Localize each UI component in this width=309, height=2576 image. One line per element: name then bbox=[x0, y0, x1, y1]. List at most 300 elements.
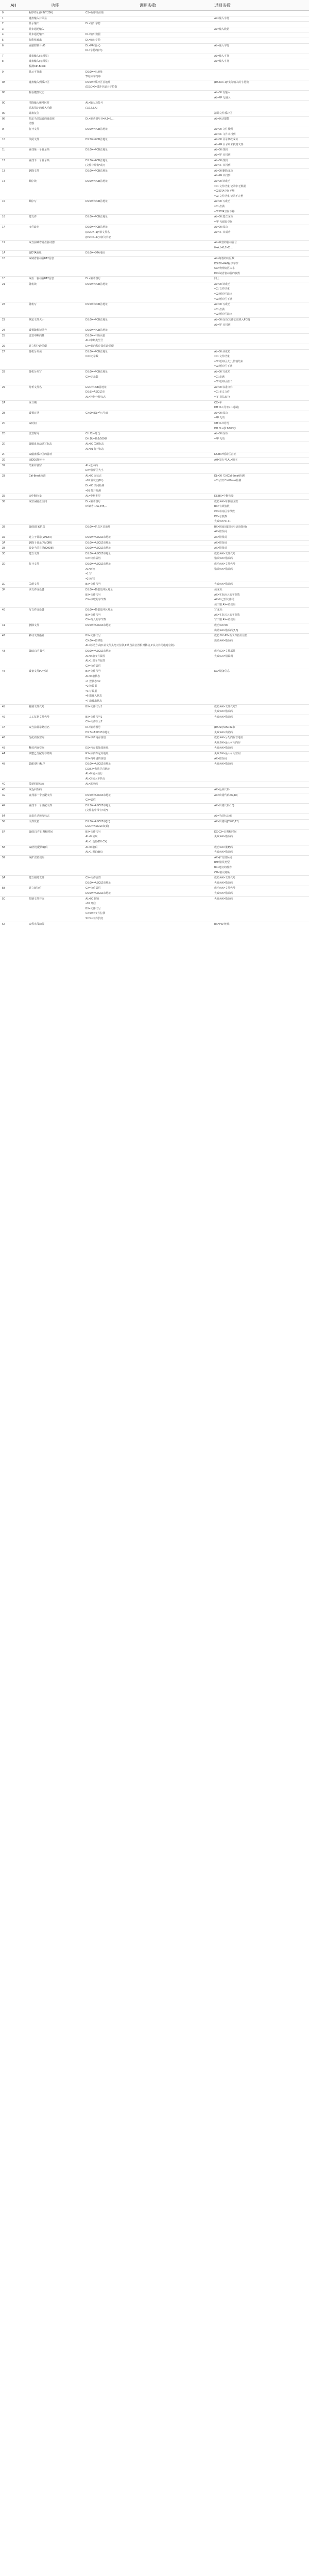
cell-input-params-line: DS:DX=ASCIIZ串(旧) bbox=[85, 820, 110, 823]
cell-input-params-line: AL=移动方式(0:从文件头绝对位移,1:从当前位置相对移动,2:从文件尾绝对位移) bbox=[85, 644, 175, 648]
cell-input-params-line: DS:DX=串地址 bbox=[85, 70, 103, 74]
cell-input-params-line: AL=1 置码(BX) bbox=[85, 851, 103, 854]
cell-ah-code: 45 bbox=[0, 704, 27, 715]
cell-input-params-line: BX=文件代号 bbox=[85, 583, 101, 586]
cell-function-line bbox=[29, 808, 81, 814]
cell-function-line: 分配内存空间 bbox=[29, 736, 45, 740]
cell-output-params-line: AL=输入字符 bbox=[214, 60, 230, 63]
cell-ah-code: 16 bbox=[0, 215, 27, 225]
cell-input-params bbox=[83, 38, 212, 43]
cell-function-line: 打开文件 bbox=[29, 128, 40, 131]
cell-output-params-line bbox=[214, 64, 307, 70]
cell-input-params-line: DL=驱动器号 bbox=[85, 500, 101, 503]
cell-ah-code: 3F bbox=[0, 587, 27, 607]
cell-function-line: 设置日期 bbox=[29, 411, 40, 415]
cell-input-params-line bbox=[85, 292, 210, 297]
cell-function bbox=[27, 442, 83, 452]
cell-input-params bbox=[83, 168, 212, 179]
table-row bbox=[0, 400, 309, 411]
cell-output-params-line: 失败:AX=FFFF bbox=[214, 520, 232, 523]
table-row bbox=[0, 546, 309, 552]
cell-output-params bbox=[212, 782, 309, 788]
cell-output-params bbox=[212, 452, 309, 458]
table-row bbox=[0, 582, 309, 588]
cell-output-params-line: AL=00 有输入 bbox=[214, 91, 230, 94]
cell-function bbox=[27, 751, 83, 761]
table-row bbox=[0, 282, 309, 302]
cell-input-params bbox=[83, 27, 212, 32]
cell-input-params-line: CX:DX=文件位移 bbox=[85, 912, 106, 916]
cell-output-params-line: 成功:AX=文件代号 bbox=[214, 876, 235, 880]
cell-output-params-line: AL=FF 未找到 bbox=[214, 164, 231, 167]
cell-function-line bbox=[29, 911, 81, 917]
cell-ah-code: 4F bbox=[0, 803, 27, 814]
cell-input-params bbox=[83, 582, 212, 588]
cell-input-params-line: DL=输出数据 bbox=[85, 33, 101, 37]
cell-output-params-line bbox=[214, 824, 307, 829]
cell-output-params-line: CH:CL=时:分 bbox=[214, 421, 230, 425]
cell-function-line bbox=[29, 479, 81, 484]
cell-function-line: 取磁盘缓冲区的首址 bbox=[29, 453, 53, 456]
cell-output-params bbox=[212, 27, 309, 32]
cell-function-line: 删除文件 bbox=[29, 624, 40, 628]
table-row bbox=[0, 11, 309, 16]
cell-output-params-line: BX=PSP地址 bbox=[214, 922, 230, 926]
cell-input-params-line: =2 读数据 bbox=[85, 685, 97, 688]
cell-function-line bbox=[29, 907, 81, 912]
cell-input-params bbox=[83, 90, 212, 100]
cell-input-params bbox=[83, 845, 212, 855]
header-function: 功能 bbox=[27, 0, 83, 11]
cell-output-params bbox=[212, 369, 309, 385]
cell-output-params-line: AL=FF 目录中未找到文件 bbox=[214, 143, 244, 146]
cell-input-params bbox=[83, 179, 212, 199]
cell-ah-code: 14 bbox=[0, 179, 27, 199]
cell-output-params-line: 失败:AX=错误码 bbox=[214, 762, 233, 766]
cell-input-params bbox=[83, 736, 212, 746]
cell-output-params-line: 成功:AX=策略码 bbox=[214, 845, 233, 849]
cell-function bbox=[27, 499, 83, 524]
cell-input-params-line: DS:DX=FCB首地址 bbox=[85, 169, 108, 173]
cell-function-line: 异步通迅输入 bbox=[29, 27, 45, 31]
cell-input-params-line: DL=输出字符 bbox=[85, 38, 101, 42]
cell-output-params-line: AL=FF 文件未找到 bbox=[214, 132, 236, 136]
cell-output-params-line: (DS:SI)=ASCIIZ串 bbox=[214, 725, 235, 729]
table-row bbox=[0, 22, 309, 27]
cell-output-params-line bbox=[214, 442, 307, 447]
cell-input-params-line: AL=0 装入执行 bbox=[85, 772, 103, 776]
cell-function-line: 删除子目录(RMDIR) bbox=[29, 541, 52, 545]
cell-output-params bbox=[212, 421, 309, 431]
cell-input-params-line: AL=1 设置(DX:CX) bbox=[85, 840, 107, 843]
table-row bbox=[0, 736, 309, 746]
cell-output-params bbox=[212, 562, 309, 582]
cell-ah-code: 33 bbox=[0, 473, 27, 494]
cell-function-line: 建立新文件 bbox=[29, 887, 42, 890]
cell-output-params-line: DX=缺省驱动器的簇数 bbox=[214, 272, 240, 275]
table-row bbox=[0, 277, 309, 282]
cell-ah-code: 1C bbox=[0, 277, 27, 282]
cell-input-params-line: DL=驱动器号 bbox=[85, 725, 101, 729]
cell-function-line bbox=[29, 447, 81, 452]
cell-output-params-line: =03 文件结束,记录不完整 bbox=[214, 194, 244, 198]
cell-input-params bbox=[83, 452, 212, 458]
table-row bbox=[0, 27, 309, 32]
cell-output-params-line: AX=实际读入的字节数 bbox=[214, 593, 240, 597]
cell-function-line: 打印机输出 bbox=[29, 38, 42, 42]
cell-output-params-line: =03 缓冲区不满 bbox=[214, 365, 232, 368]
cell-function-line bbox=[29, 246, 81, 251]
cell-input-params-line: DS:DX=DTA地址 bbox=[85, 251, 105, 255]
cell-output-params bbox=[212, 473, 309, 494]
cell-input-params bbox=[83, 746, 212, 752]
cell-output-params bbox=[212, 38, 309, 43]
cell-function bbox=[27, 736, 83, 746]
cell-output-params bbox=[212, 725, 309, 735]
cell-output-params-line: =01 盘满 bbox=[214, 308, 225, 311]
cell-ah-code: 3C bbox=[0, 551, 27, 562]
cell-input-params-line bbox=[85, 246, 210, 251]
table-row bbox=[0, 32, 309, 38]
cell-output-params-line bbox=[214, 70, 307, 75]
cell-function-line bbox=[29, 287, 81, 292]
cell-input-params bbox=[83, 215, 212, 225]
cell-function bbox=[27, 623, 83, 634]
cell-input-params-line: AL=返回码 bbox=[85, 464, 98, 467]
cell-input-params-line: AL=0 取状态 bbox=[85, 675, 100, 678]
cell-input-params-line bbox=[85, 143, 210, 148]
cell-input-params bbox=[83, 11, 212, 16]
cell-function-line bbox=[29, 643, 81, 649]
cell-function-line: 复制文件代号 bbox=[29, 705, 45, 708]
cell-ah-code: 31 bbox=[0, 463, 27, 473]
table-row bbox=[0, 715, 309, 725]
cell-input-params-line: DS:DX=ASCIIZ串地址 bbox=[85, 535, 111, 539]
cell-output-params-line bbox=[214, 11, 307, 16]
table-row bbox=[0, 179, 309, 199]
cell-input-params bbox=[83, 704, 212, 715]
cell-input-params-line: ES:DI=FCB首地址 bbox=[85, 385, 107, 389]
cell-function-line: 结束并驻留 bbox=[29, 464, 42, 467]
cell-input-params-line bbox=[85, 59, 210, 64]
header-ah: AH bbox=[0, 0, 27, 11]
cell-output-params-line: 失败:AX=错误码 bbox=[214, 715, 233, 719]
cell-input-params-line: ES=原内存起始地址 bbox=[85, 752, 109, 755]
cell-output-params-line: =FF 无效 bbox=[214, 416, 225, 420]
cell-input-params-line: DS:DX=数据缓冲区地址 bbox=[85, 608, 113, 612]
cell-input-params-line: DL=字符(输出) bbox=[85, 49, 102, 53]
cell-output-params-line: 0=A,1=B,2=C,... bbox=[214, 246, 233, 249]
cell-output-params-line: =02 缓冲区溢出 bbox=[214, 313, 232, 316]
cell-input-params-line: DS:DX=FCB首地址 bbox=[85, 128, 108, 131]
cell-output-params bbox=[212, 623, 309, 634]
cell-output-params-line bbox=[214, 106, 307, 111]
cell-output-params-line: AL=00 读成功 bbox=[214, 350, 230, 353]
cell-input-params bbox=[83, 225, 212, 241]
table-row bbox=[0, 855, 309, 875]
cell-output-params bbox=[212, 179, 309, 199]
cell-input-params-line: DL=输出字符 bbox=[85, 22, 101, 26]
cell-function bbox=[27, 608, 83, 623]
cell-output-params-line: CX=物理扇区大小 bbox=[214, 267, 235, 270]
cell-function bbox=[27, 546, 83, 552]
cell-output-params bbox=[212, 411, 309, 421]
cell-output-params-line: =03 缓冲区不满 bbox=[214, 297, 232, 301]
cell-input-params bbox=[83, 344, 212, 350]
cell-output-params-line: AL=输入字符 bbox=[214, 44, 230, 47]
cell-input-params bbox=[83, 725, 212, 735]
cell-function bbox=[27, 562, 83, 582]
cell-input-params-line: CX=记录数 bbox=[85, 375, 98, 379]
cell-input-params-line: AL=返回码 bbox=[85, 783, 98, 786]
cell-function-line bbox=[29, 757, 81, 762]
cell-output-params bbox=[212, 158, 309, 168]
cell-input-params-line: DS:SI=ASCIIZ串 bbox=[85, 391, 105, 394]
cell-function-line: 显示字符串 bbox=[29, 70, 42, 74]
cell-output-params-line: =01 文件结束,记录中无数据 bbox=[214, 184, 246, 188]
cell-function bbox=[27, 344, 83, 350]
cell-function-line bbox=[29, 184, 81, 190]
cell-function-line bbox=[29, 567, 81, 572]
cell-function bbox=[27, 215, 83, 225]
cell-function-line bbox=[29, 354, 81, 360]
cell-function bbox=[27, 494, 83, 500]
cell-ah-code: 3D bbox=[0, 562, 27, 582]
table-row bbox=[0, 845, 309, 855]
cell-output-params-line: AL=00 写成功 bbox=[214, 303, 230, 307]
table-row bbox=[0, 101, 309, 111]
cell-output-params-line bbox=[214, 782, 307, 787]
cell-output-params-line: =FF 非法盘符 bbox=[214, 395, 230, 399]
cell-input-params-line bbox=[85, 814, 210, 819]
cell-function bbox=[27, 251, 83, 257]
table-row bbox=[0, 333, 309, 344]
cell-ah-code: 4D bbox=[0, 788, 27, 793]
cell-output-params bbox=[212, 736, 309, 746]
cell-output-params-line: 成功:DX:AX=新文件指针位置 bbox=[214, 634, 248, 638]
cell-input-params-line: CX=写入的字节数 bbox=[85, 618, 106, 622]
cell-output-params bbox=[212, 814, 309, 820]
table-row bbox=[0, 649, 309, 669]
cell-input-params-line: DS:DX=ASCIIZ串地址 bbox=[85, 762, 111, 766]
cell-ah-code: 21 bbox=[0, 282, 27, 302]
cell-input-params bbox=[83, 814, 212, 820]
cell-input-params-line: DS:DX=FCB首地址 bbox=[85, 180, 108, 183]
cell-output-params-line bbox=[214, 720, 307, 725]
cell-function-line: 检验键盘状态 bbox=[29, 91, 45, 94]
cell-input-params bbox=[83, 158, 212, 168]
cell-input-params-line: BX=文件代号 bbox=[85, 613, 101, 617]
table-row bbox=[0, 473, 309, 494]
table-row bbox=[0, 70, 309, 80]
cell-input-params-line: DS:DX=信息区首地址 bbox=[85, 525, 111, 529]
cell-output-params bbox=[212, 282, 309, 302]
cell-output-params-line: AX=错误码 bbox=[214, 541, 227, 545]
table-row bbox=[0, 669, 309, 704]
cell-function bbox=[27, 782, 83, 788]
cell-function bbox=[27, 814, 83, 820]
cell-output-params-line: 成功:AX=分配内存首地址 bbox=[214, 736, 243, 740]
cell-function bbox=[27, 715, 83, 725]
table-row bbox=[0, 623, 309, 634]
cell-input-params-line: (DS:DX)=缓冲区最大字符数 bbox=[85, 86, 117, 89]
cell-output-params-line: =01 多义文件 bbox=[214, 391, 230, 394]
cell-output-params-line: CH=错误场所 bbox=[214, 871, 230, 874]
cell-output-params-line: ES:BX=缓冲区首址 bbox=[214, 453, 236, 456]
cell-function bbox=[27, 22, 83, 27]
cell-output-params-line: 出错:AX=错误码 bbox=[214, 639, 233, 642]
cell-function-line: 随机写 bbox=[29, 303, 37, 307]
cell-output-params-line: AL=00 写成功 bbox=[214, 370, 230, 374]
cell-input-params-line: CX=记录数 bbox=[85, 355, 98, 359]
cell-function-line bbox=[29, 519, 81, 524]
table-row bbox=[0, 886, 309, 896]
cell-output-params bbox=[212, 845, 309, 855]
cell-function-line: 控制文件存取 bbox=[29, 897, 45, 901]
cell-function bbox=[27, 587, 83, 607]
cell-function-line bbox=[29, 917, 81, 922]
cell-function bbox=[27, 473, 83, 494]
cell-ah-code: 58 bbox=[0, 845, 27, 855]
cell-function-line bbox=[29, 694, 81, 699]
cell-ah-code: 39 bbox=[0, 535, 27, 540]
cell-ah-code: 17 bbox=[0, 225, 27, 241]
cell-input-params-line: DS:DX=FCB首地址 bbox=[85, 303, 108, 307]
cell-ah-code: 28 bbox=[0, 369, 27, 385]
cell-input-params-line bbox=[85, 871, 210, 876]
cell-output-params-line bbox=[214, 75, 307, 80]
cell-function-line: 分析文件名 bbox=[29, 385, 42, 389]
cell-output-params-line bbox=[214, 101, 307, 106]
cell-output-params-line: AL=缺省的驱动器号 bbox=[214, 241, 237, 245]
cell-function bbox=[27, 634, 83, 649]
table-row bbox=[0, 746, 309, 752]
cell-output-params bbox=[212, 90, 309, 100]
cell-input-params-line bbox=[85, 184, 210, 190]
cell-input-params-line bbox=[85, 856, 210, 861]
cell-output-params-line: AL=00 目录修改成功 bbox=[214, 138, 238, 142]
cell-input-params-line: DS:DX=FCB首地址 bbox=[85, 138, 108, 142]
cell-input-params-line: CX=文件属性 bbox=[85, 664, 101, 668]
cell-output-params-line: DX=总簇数 bbox=[214, 515, 227, 518]
cell-ah-code: 56 bbox=[0, 819, 27, 829]
cell-ah-code: 2B bbox=[0, 411, 27, 421]
cell-function-line bbox=[29, 143, 81, 148]
header-output: 返回参数 bbox=[212, 0, 309, 11]
cell-input-params-line: DS:DX=数据缓冲区地址 bbox=[85, 588, 113, 591]
cell-function-line: 取返回代码 bbox=[29, 788, 42, 792]
cell-input-params-line: (文件名中带有?或*) bbox=[85, 809, 108, 812]
cell-output-params bbox=[212, 328, 309, 334]
cell-output-params-line: DX:CX=日期和时间 bbox=[214, 830, 237, 834]
cell-output-params-line bbox=[214, 659, 307, 664]
cell-input-params bbox=[83, 458, 212, 464]
cell-input-params-line bbox=[85, 510, 210, 515]
table-row bbox=[0, 369, 309, 385]
cell-input-params-line bbox=[85, 364, 210, 369]
cell-output-params bbox=[212, 400, 309, 411]
cell-function-line bbox=[29, 405, 81, 411]
cell-output-params bbox=[212, 101, 309, 111]
cell-input-params-line: DH:DL=秒:1/100秒 bbox=[85, 437, 107, 440]
cell-input-params-line: BX=文件代号 bbox=[85, 593, 101, 597]
cell-input-params bbox=[83, 369, 212, 385]
cell-function-line bbox=[29, 308, 81, 313]
cell-input-params-line: DS:DX=ASCIIZ串地址 bbox=[85, 793, 111, 797]
cell-ah-code: 0E bbox=[0, 116, 27, 127]
cell-ah-code: 42 bbox=[0, 634, 27, 649]
cell-output-params-line: 错误:AX=错误码 bbox=[214, 557, 233, 561]
cell-function-line bbox=[29, 598, 81, 603]
table-row bbox=[0, 421, 309, 431]
cell-function bbox=[27, 256, 83, 276]
cell-function-line: 随机分块读 bbox=[29, 350, 42, 353]
cell-input-params-line: AL=3 装入不执行 bbox=[85, 777, 106, 781]
cell-function bbox=[27, 369, 83, 385]
cell-input-params-line: DS:DX=ASCIIZ串地址 bbox=[85, 541, 111, 545]
cell-output-params-line bbox=[214, 328, 307, 333]
cell-function-line: 取任一驱动器FAT信息 bbox=[29, 277, 54, 281]
cell-output-params-line: AL=00 写成功 bbox=[214, 200, 230, 204]
cell-output-params-line bbox=[214, 689, 307, 694]
cell-function bbox=[27, 70, 83, 80]
table-row bbox=[0, 168, 309, 179]
cell-function-line bbox=[29, 484, 81, 489]
cell-output-params-line: =02 DTA空间不够 bbox=[214, 210, 235, 213]
cell-input-params bbox=[83, 634, 212, 649]
cell-input-params-line bbox=[85, 205, 210, 210]
cell-output-params bbox=[212, 855, 309, 875]
cell-output-params bbox=[212, 59, 309, 70]
cell-function bbox=[27, 922, 83, 927]
table-header-row bbox=[0, 0, 309, 11]
cell-input-params-line: DS:DX=FCB首地址 bbox=[85, 370, 108, 374]
cell-function-line bbox=[29, 556, 81, 562]
cell-function bbox=[27, 829, 83, 845]
cell-input-params bbox=[83, 463, 212, 473]
cell-function-line bbox=[29, 860, 81, 866]
cell-function-line: 释放内容空间 bbox=[29, 747, 45, 750]
cell-input-params-line: DS:DX=ASCIIZ串地址 bbox=[85, 624, 111, 628]
cell-input-params-line bbox=[85, 603, 210, 608]
cell-function bbox=[27, 762, 83, 782]
cell-output-params bbox=[212, 333, 309, 344]
cell-function-line bbox=[29, 709, 81, 715]
cell-output-params-line: BX=有效簇数 bbox=[214, 505, 230, 509]
cell-output-params-line: =01 文件结束 bbox=[214, 287, 230, 291]
cell-output-params-line bbox=[214, 699, 307, 704]
cell-output-params-line: 失败:AX=错误码 bbox=[214, 583, 233, 586]
table-row bbox=[0, 896, 309, 922]
cell-function-line: 取程序段前缀 bbox=[29, 922, 45, 926]
cell-output-params-line bbox=[214, 334, 307, 339]
cell-function-line bbox=[29, 174, 81, 179]
cell-output-params-line: AX=错误码 bbox=[214, 547, 227, 550]
table-row bbox=[0, 256, 309, 276]
cell-function-line: 置/取国家信息 bbox=[29, 525, 45, 529]
cell-function-line: 清除输入缓冲区并 bbox=[29, 101, 50, 105]
cell-output-params-line: 成功:CX=文件属性 bbox=[214, 650, 236, 653]
cell-ah-code: 27 bbox=[0, 349, 27, 369]
cell-function bbox=[27, 27, 83, 32]
cell-input-params-line: ES:BX=参数区首地址 bbox=[85, 767, 110, 771]
cell-ah-code: 24 bbox=[0, 328, 27, 334]
cell-function bbox=[27, 886, 83, 896]
cell-function bbox=[27, 101, 83, 111]
cell-output-params-line: 写成功: bbox=[214, 608, 223, 612]
table-row bbox=[0, 127, 309, 138]
cell-output-params bbox=[212, 168, 309, 179]
